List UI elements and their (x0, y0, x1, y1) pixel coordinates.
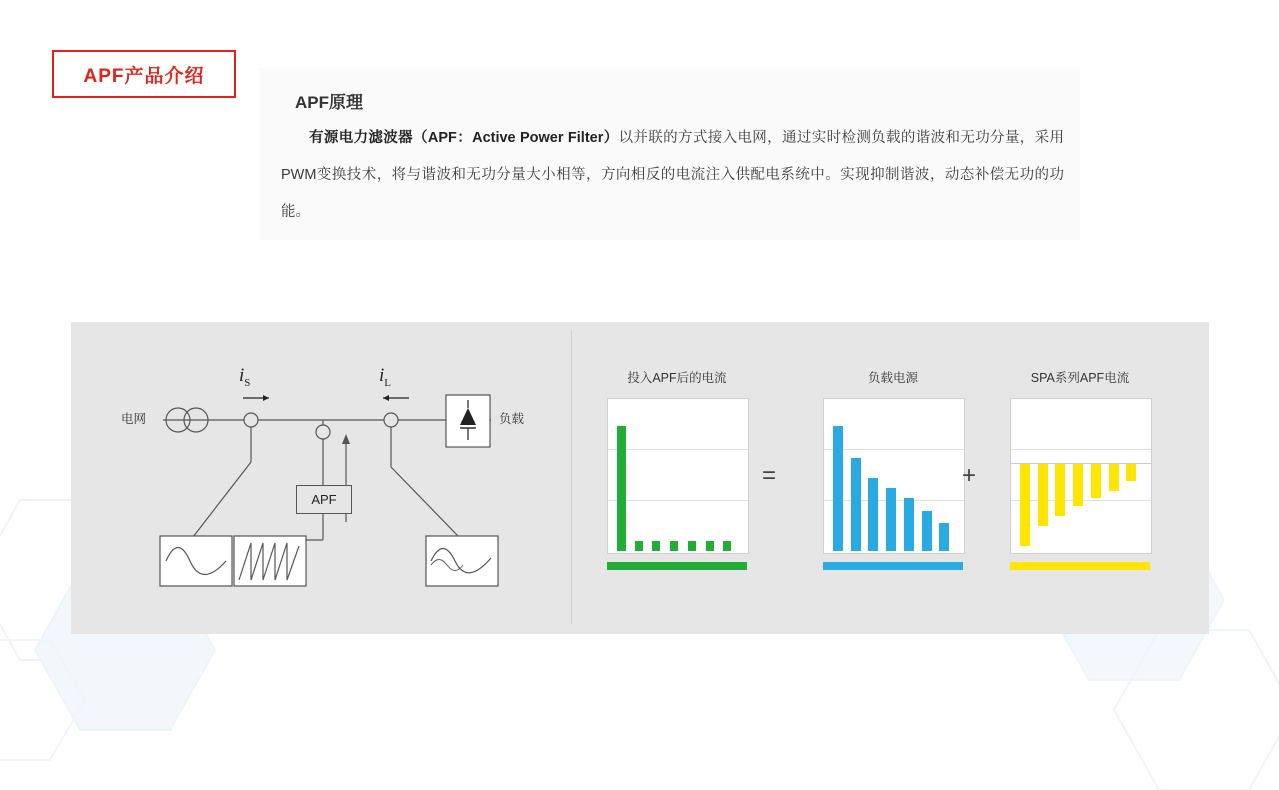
bar (1020, 463, 1030, 546)
source-current-subscript: S (244, 376, 251, 389)
operator-plus: + (962, 462, 977, 489)
chart-title-load: 负载电源 (867, 371, 918, 385)
bar (904, 498, 914, 551)
chart-compensated-current (607, 398, 749, 554)
apf-unit-label: APF (311, 492, 337, 507)
chart-apf-plot (1011, 399, 1151, 553)
card-body-lead: 有源电力滤波器（APF：Active Power Filter） (309, 130, 619, 146)
bar (723, 541, 731, 551)
bar (688, 541, 696, 551)
load-label: 负载 (499, 412, 525, 426)
bar (652, 541, 660, 551)
slide-title-tag (52, 50, 236, 98)
apf-schematic (71, 322, 571, 634)
chart-compensated-baseline (607, 562, 747, 570)
bar (617, 426, 626, 551)
card-body (281, 120, 1064, 231)
chart-load-baseline (823, 562, 963, 570)
zero-line (1011, 463, 1151, 464)
bar (833, 426, 843, 551)
bar (1109, 463, 1119, 491)
bar (868, 478, 878, 551)
source-current-i: i (239, 365, 245, 386)
bar (1038, 463, 1048, 526)
diagram-panel (71, 322, 1209, 634)
bar (939, 523, 949, 551)
bar (706, 541, 714, 551)
source-current-symbol (239, 365, 250, 389)
card-heading: APF原理 (295, 93, 363, 112)
bar (851, 458, 861, 551)
bar (1126, 463, 1136, 481)
chart-title-compensated: 投入APF后的电流 (627, 371, 727, 385)
chart-apf-current (1010, 398, 1152, 554)
chart-load-current (823, 398, 965, 554)
bar (886, 488, 896, 551)
load-current-i: i (379, 365, 385, 386)
bar (1091, 463, 1101, 498)
bar (922, 511, 932, 551)
slide-title-text: APF产品介绍 (83, 65, 205, 87)
bar (1055, 463, 1065, 516)
description-card (259, 68, 1080, 240)
grid-label: 电网 (121, 412, 147, 426)
bar (635, 541, 643, 551)
bar (670, 541, 678, 551)
load-current-subscript: L (384, 376, 392, 389)
schematic-drawing (71, 322, 571, 634)
chart-apf-baseline (1010, 562, 1150, 570)
chart-title-apf: SPA系列APF电流 (1030, 371, 1130, 385)
load-current-symbol (379, 365, 391, 389)
bar (1073, 463, 1083, 506)
chart-compensated-plot (608, 399, 748, 553)
chart-load-plot (824, 399, 964, 553)
apf-unit-box (296, 485, 352, 514)
operator-equals: = (762, 462, 777, 489)
harmonic-charts (572, 322, 1209, 634)
card-body-rest: 以并联的方式接入电网，通过实时检测负载的谐波和无功分量，采用PWM变换技术，将与谐波和无功分量大小相等，方向相反的电流注入供配电系统中。实现抑制谐波，动态补偿无功的功能。 (281, 130, 1064, 220)
